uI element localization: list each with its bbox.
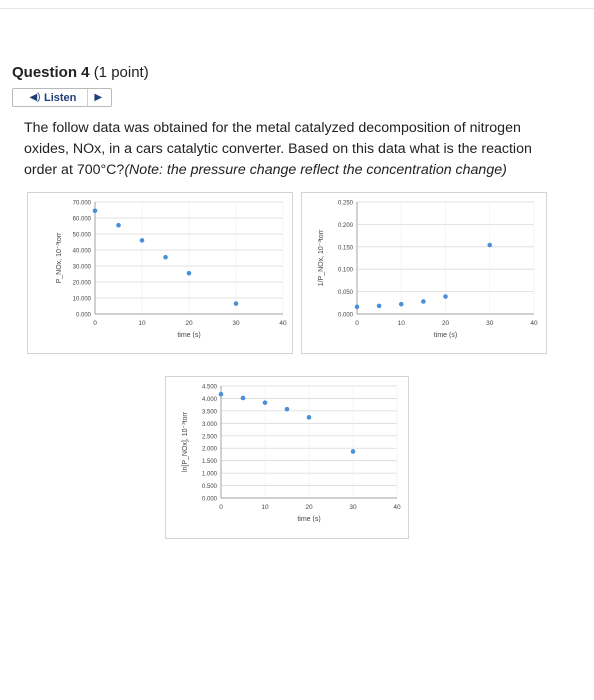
y-axis-title: P_NOx, 10⁻³torr — [56, 232, 63, 284]
chart-inverse-pressure-vs-time — [301, 192, 547, 354]
x-tick-label: 40 — [530, 320, 538, 327]
data-point — [187, 271, 192, 276]
x-tick-label: 10 — [261, 504, 269, 511]
y-tick-label: 0.150 — [337, 245, 353, 252]
speaker-icon: ◀) — [29, 92, 41, 103]
chart-pressure-vs-time — [27, 192, 293, 354]
x-tick-label: 10 — [397, 320, 405, 327]
x-tick-label: 20 — [305, 504, 313, 511]
x-tick-label: 30 — [232, 320, 240, 327]
question-title: Question 4 — [12, 64, 90, 81]
x-tick-label: 0 — [355, 320, 359, 327]
y-tick-label: 70.000 — [72, 200, 91, 207]
data-point — [116, 223, 121, 228]
x-tick-label: 20 — [441, 320, 450, 327]
data-point — [377, 304, 382, 309]
play-icon[interactable]: ▶ — [94, 92, 103, 103]
data-point — [219, 392, 224, 397]
listen-label: Listen — [44, 91, 77, 104]
y-tick-label: 4.500 — [201, 384, 217, 391]
y-tick-label: 1.500 — [201, 459, 217, 466]
data-point — [355, 305, 360, 310]
y-tick-label: 0.000 — [201, 496, 217, 503]
question-note: (Note: the pressure change reflect the concentration change) — [124, 162, 507, 178]
data-point — [234, 301, 239, 306]
data-point — [163, 255, 168, 260]
y-axis-title: 1/P_NOx, 10⁻³torr — [318, 229, 325, 287]
x-tick-label: 20 — [185, 320, 193, 327]
question-body: The follow data was obtained for the metal catalyzed decomposition of nitrogen oxides, NOx, in a cars catalytic converter. Based on this data what is the reaction order at 700°C? — [24, 120, 532, 178]
chart-ln-svg — [166, 377, 410, 540]
y-axis-title: ln[P_NOx], 10⁻³torr — [182, 411, 189, 473]
data-point — [487, 243, 492, 248]
y-tick-label: 2.000 — [201, 446, 217, 453]
data-point — [351, 449, 356, 454]
y-tick-label: 0.000 — [337, 312, 353, 319]
y-tick-label: 0.050 — [337, 290, 353, 297]
y-tick-label: 40.000 — [72, 248, 91, 255]
question-points: (1 point) — [93, 64, 149, 81]
x-tick-label: 0 — [219, 504, 223, 511]
data-point — [241, 396, 246, 401]
chart-ln-pressure-vs-time — [165, 376, 409, 539]
y-tick-label: 0.250 — [337, 200, 353, 207]
y-tick-label: 0.100 — [337, 267, 353, 274]
y-tick-label: 50.000 — [72, 232, 91, 239]
y-tick-label: 4.000 — [201, 396, 217, 403]
data-point — [93, 209, 98, 214]
y-tick-label: 30.000 — [72, 264, 91, 271]
y-tick-label: 10.000 — [72, 296, 91, 303]
x-axis-title: time (s) — [297, 516, 321, 523]
y-tick-label: 0.200 — [337, 222, 353, 229]
data-point — [307, 415, 312, 420]
x-tick-label: 40 — [393, 504, 401, 511]
y-tick-label: 0.500 — [201, 484, 217, 491]
chart-pressure-svg — [28, 193, 294, 355]
y-tick-label: 60.000 — [72, 216, 91, 223]
x-tick-label: 10 — [138, 320, 146, 327]
x-tick-label: 30 — [486, 320, 494, 327]
data-point — [140, 238, 145, 243]
data-point — [421, 299, 426, 304]
listen-button[interactable] — [12, 88, 112, 107]
x-tick-label: 30 — [349, 504, 357, 511]
y-tick-label: 2.500 — [201, 434, 217, 441]
y-tick-label: 3.500 — [201, 409, 217, 416]
listen-separator — [87, 89, 88, 106]
chart-inverse-svg — [302, 193, 548, 355]
y-tick-label: 0.000 — [75, 312, 91, 319]
question-text — [24, 118, 544, 181]
x-tick-label: 40 — [279, 320, 287, 327]
y-tick-label: 3.000 — [201, 421, 217, 428]
data-point — [443, 294, 448, 299]
x-tick-label: 0 — [93, 320, 97, 327]
question-header — [12, 64, 149, 81]
top-divider — [0, 8, 594, 9]
data-point — [285, 407, 290, 412]
y-tick-label: 1.000 — [201, 471, 217, 478]
x-axis-title: time (s) — [177, 332, 201, 339]
x-axis-title: time (s) — [433, 332, 458, 339]
y-tick-label: 20.000 — [72, 280, 91, 287]
data-point — [399, 302, 404, 307]
data-point — [263, 400, 268, 405]
